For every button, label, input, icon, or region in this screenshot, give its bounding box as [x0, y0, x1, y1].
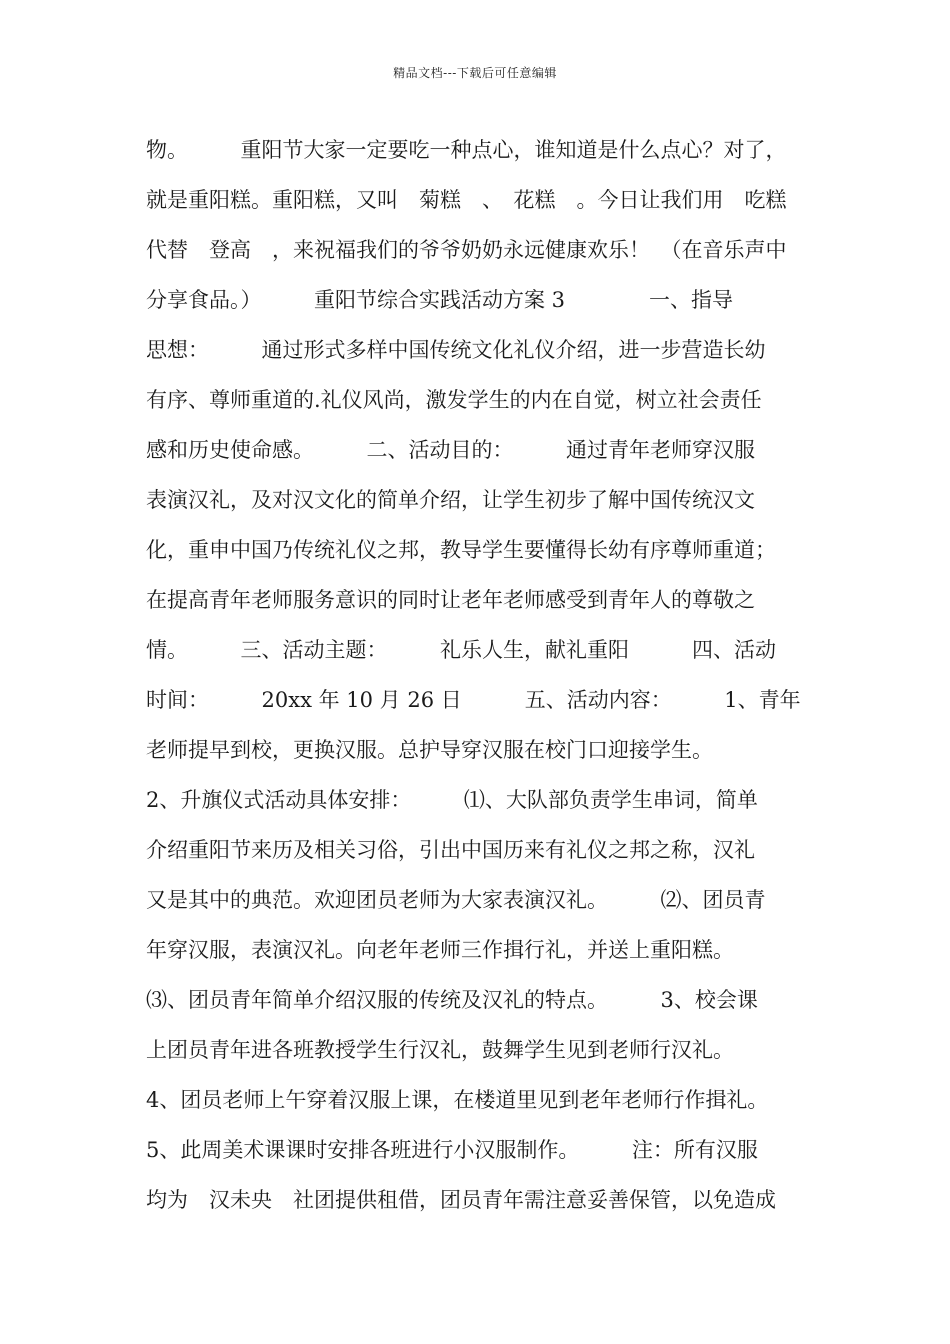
text-line: 均为 汉未央 社团提供租借，团员青年需注意妥善保管，以免造成 — [146, 1188, 776, 1212]
text-line: 代替 登高 ，来祝福我们的爷爷奶奶永远健康欢乐！ （在音乐声中 — [146, 238, 787, 262]
text-line: ⑶、团员青年简单介绍汉服的传统及汉礼的特点。 3、校会课 — [146, 988, 758, 1012]
text-line: 时间： 20xx 年 10 月 26 日 五、活动内容： 1、青年 — [146, 688, 801, 712]
text-line: 4、团员老师上午穿着汉服上课，在楼道里见到老年老师行作揖礼。 — [146, 1088, 769, 1112]
text-line: 又是其中的典范。欢迎团员老师为大家表演汉礼。 ⑵、团员青 — [146, 888, 766, 912]
text-line: 介绍重阳节来历及相关习俗，引出中国历来有礼仪之邦之称，汉礼 — [146, 838, 755, 862]
text-line: 在提高青年老师服务意识的同时让老年老师感受到青年人的尊敬之 — [146, 588, 755, 612]
text-line: 年穿汉服，表演汉礼。向老年老师三作揖行礼，并送上重阳糕。 — [146, 938, 734, 962]
text-line: 分享食品。） 重阳节综合实践活动方案 3 一、指导 — [146, 288, 734, 312]
text-line: 有序、尊师重道的.礼仪风尚，激发学生的内在自觉，树立社会责任 — [146, 388, 762, 412]
text-line: 表演汉礼，及对汉文化的简单介绍，让学生初步了解中国传统汉文 — [146, 488, 755, 512]
page-header: 精品文档---下载后可任意编辑 — [393, 66, 557, 80]
text-line: 情。 三、活动主题： 礼乐人生，献礼重阳 四、活动 — [146, 638, 776, 662]
text-line: 老师提早到校，更换汉服。总护导穿汉服在校门口迎接学生。 — [146, 738, 713, 762]
text-line: 感和历史使命感。 二、活动目的： 通过青年老师穿汉服 — [146, 438, 755, 462]
text-line: 化，重申中国乃传统礼仪之邦，教导学生要懂得长幼有序尊师重道； — [146, 538, 776, 562]
text-line: 5、此周美术课课时安排各班进行小汉服制作。 注：所有汉服 — [146, 1138, 758, 1162]
text-line: 2、升旗仪式活动具体安排： ⑴、大队部负责学生串词，简单 — [146, 788, 758, 812]
text-line: 上团员青年进各班教授学生行汉礼，鼓舞学生见到老师行汉礼。 — [146, 1038, 734, 1062]
text-line: 就是重阳糕。重阳糕，又叫 菊糕 、 花糕 。今日让我们用 吃糕 — [146, 188, 787, 212]
text-line: 思想： 通过形式多样中国传统文化礼仪介绍，进一步营造长幼 — [146, 338, 766, 362]
text-line: 物。 重阳节大家一定要吃一种点心，谁知道是什么点心？对了， — [146, 138, 787, 162]
document-body — [146, 128, 816, 1228]
